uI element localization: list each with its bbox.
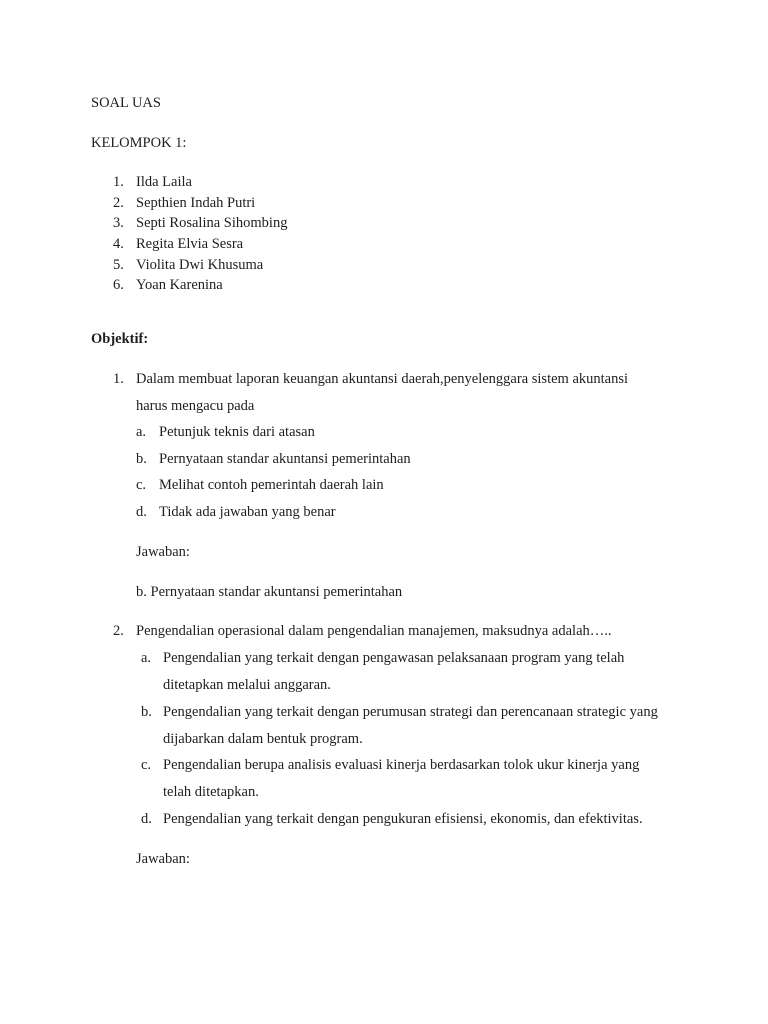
option-letter: c. bbox=[136, 477, 147, 493]
option-letter: a. bbox=[141, 650, 152, 666]
member-number: 2. bbox=[113, 195, 124, 211]
answer-label: Jawaban: bbox=[136, 544, 190, 560]
answer-label: Jawaban: bbox=[136, 851, 190, 867]
option-text: Melihat contoh pemerintah daerah lain bbox=[159, 477, 384, 493]
member-number: 3. bbox=[113, 215, 124, 231]
option-letter: c. bbox=[141, 757, 152, 773]
member-name: Violita Dwi Khusuma bbox=[136, 257, 264, 273]
option-text: Pengendalian yang terkait dengan pengukuran efisiensi, ekonomis, dan efektivitas. bbox=[163, 811, 643, 827]
member-number: 5. bbox=[113, 257, 124, 273]
answer-text: b. Pernyataan standar akuntansi pemerintahan bbox=[136, 584, 403, 600]
option-letter: b. bbox=[141, 704, 152, 720]
question-text: harus mengacu pada bbox=[136, 398, 255, 414]
option-text: Petunjuk teknis dari atasan bbox=[159, 424, 315, 440]
document-title: SOAL UAS bbox=[91, 95, 161, 111]
option-text: Pengendalian yang terkait dengan pengawasan pelaksanaan program yang telah bbox=[163, 650, 625, 666]
option-letter: a. bbox=[136, 424, 147, 440]
question-number: 2. bbox=[113, 623, 124, 639]
group-label: KELOMPOK 1: bbox=[91, 135, 187, 151]
option-text: Pengendalian yang terkait dengan perumusan strategi dan perencanaan strategic yang bbox=[163, 704, 658, 720]
member-number: 1. bbox=[113, 174, 124, 190]
member-name: Ilda Laila bbox=[136, 174, 192, 190]
option-text: Pernyataan standar akuntansi pemerintahan bbox=[159, 451, 411, 467]
member-number: 4. bbox=[113, 236, 124, 252]
option-letter: b. bbox=[136, 451, 147, 467]
option-text: Pengendalian berupa analisis evaluasi kinerja berdasarkan tolok ukur kinerja yang bbox=[163, 757, 640, 773]
option-text: ditetapkan melalui anggaran. bbox=[163, 677, 331, 693]
section-heading: Objektif: bbox=[91, 331, 149, 347]
question-number: 1. bbox=[113, 371, 124, 387]
member-name: Septi Rosalina Sihombing bbox=[136, 215, 288, 231]
question-text: Dalam membuat laporan keuangan akuntansi daerah,penyelenggara sistem akuntansi bbox=[136, 371, 629, 387]
option-letter: d. bbox=[136, 504, 147, 520]
question-text: Pengendalian operasional dalam pengendalian manajemen, maksudnya adalah….. bbox=[136, 623, 612, 639]
member-number: 6. bbox=[113, 277, 124, 293]
member-name: Regita Elvia Sesra bbox=[136, 236, 244, 252]
option-text: Tidak ada jawaban yang benar bbox=[159, 504, 336, 520]
option-text: telah ditetapkan. bbox=[163, 784, 259, 800]
member-name: Septhien Indah Putri bbox=[136, 195, 256, 211]
option-text: dijabarkan dalam bentuk program. bbox=[163, 731, 363, 747]
option-letter: d. bbox=[141, 811, 152, 827]
member-name: Yoan Karenina bbox=[136, 277, 223, 293]
